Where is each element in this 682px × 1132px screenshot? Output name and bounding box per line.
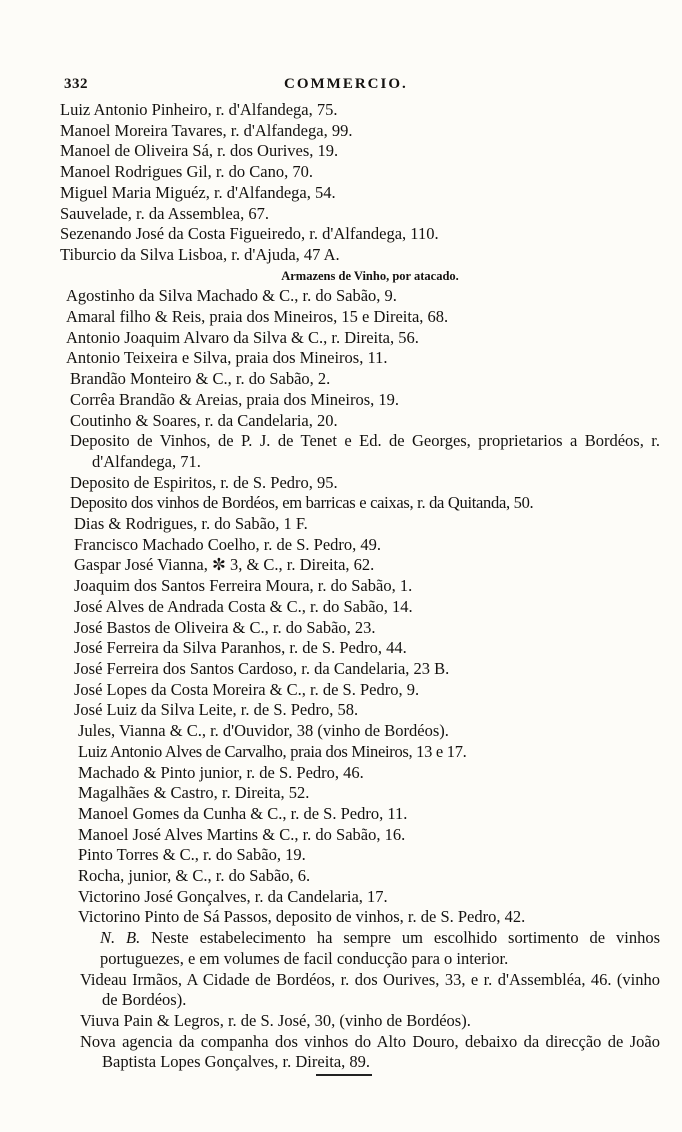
list-item: Videau Irmãos, A Cidade de Bordéos, r. dos Ourives, 33, e r. d'Assembléa, 46. (vinho de Bordéos). [80,969,660,1010]
list-item: Rocha, junior, & C., r. do Sabão, 6. [78,866,311,886]
nota-bene-text: Neste estabelecimento ha sempre um escolhido sortimento de vinhos portuguezes, e em volumes de facil conducção para o interior. [100,928,660,968]
list-item: José Luiz da Silva Leite, r. de S. Pedro, 58. [74,700,359,720]
list-item: Manoel Gomes da Cunha & C., r. de S. Pedro, 11. [78,803,408,823]
list-item: Luiz Antonio Pinheiro, r. d'Alfandega, 75. [60,100,338,119]
list-item: Coutinho & Soares, r. da Candelaria, 20. [70,410,338,430]
list-item: Tiburcio da Silva Lisboa, r. d'Ajuda, 47 A. [60,244,340,264]
closing-rule [316,1074,372,1076]
nota-bene [100,928,660,969]
running-head: COMMERCIO. [284,76,408,92]
list-item: Victorino José Gonçalves, r. da Candelaria, 17. [78,886,388,906]
list-item: Corrêa Brandão & Areias, praia dos Mineiros, 19. [70,389,400,409]
list-item: Amaral filho & Reis, praia dos Mineiros, 15 e Direita, 68. [66,307,449,327]
directory-listing [60,100,660,1073]
list-item: Antonio Teixeira e Silva, praia dos Mineiros, 11. [66,348,388,368]
list-item: Manoel José Alves Martins & C., r. do Sabão, 16. [78,824,406,844]
nota-bene-label: N. B. [100,928,141,948]
list-item: Joaquim dos Santos Ferreira Moura, r. do Sabão, 1. [74,576,413,596]
list-item: Dias & Rodrigues, r. do Sabão, 1 F. [74,514,308,534]
list-item: Agostinho da Silva Machado & C., r. do Sabão, 9. [66,286,397,306]
list-item: Victorino Pinto de Sá Passos, deposito de vinhos, r. de S. Pedro, 42. [78,907,526,927]
list-item: Manoel Moreira Tavares, r. d'Alfandega, 99. [60,120,353,140]
list-item: Pinto Torres & C., r. do Sabão, 19. [78,845,306,865]
list-item: Deposito de Vinhos, de P. J. de Tenet e Ed. de Georges, proprietarios a Bordéos, r. d'Alfandega, 71. [70,431,660,471]
list-item: Jules, Vianna & C., r. d'Ouvidor, 38 (vinho de Bordéos). [78,721,449,741]
list-item: Brandão Monteiro & C., r. do Sabão, 2. [70,369,331,389]
list-item: Machado & Pinto junior, r. de S. Pedro, 46. [78,762,364,782]
list-item: José Ferreira da Silva Paranhos, r. de S. Pedro, 44. [74,638,407,658]
list-item: Luiz Antonio Alves de Carvalho, praia dos Mineiros, 13 e 17. [78,741,467,761]
list-item: Viuva Pain & Legros, r. de S. José, 30, (vinho de Bordéos). [80,1010,471,1030]
list-item: Sezenando José da Costa Figueiredo, r. d'Alfandega, 110. [60,224,439,244]
list-item: Manoel Rodrigues Gil, r. do Cano, 70. [60,162,313,182]
list-item: Francisco Machado Coelho, r. de S. Pedro, 49. [74,534,382,554]
page-number: 332 [64,76,88,92]
list-item: José Alves de Andrada Costa & C., r. do Sabão, 14. [74,596,413,616]
list-item: Gaspar José Vianna, ✼ 3, & C., r. Direita, 62. [74,555,375,575]
section-heading: Armazens de Vinho, por atacado. [281,268,459,283]
list-item: Manoel de Oliveira Sá, r. dos Ourives, 19. [60,141,339,161]
list-item: Nova agencia da companha dos vinhos do Alto Douro, debaixo da direcção de João Baptista Lopes Gonçalves, r. Direita, 89. [80,1031,660,1072]
list-item: Deposito de Espiritos, r. de S. Pedro, 95. [70,472,338,492]
list-item: Magalhães & Castro, r. Direita, 52. [78,783,310,803]
list-item: Antonio Joaquim Alvaro da Silva & C., r. Direita, 56. [66,327,419,347]
page-header [64,76,644,100]
list-item: José Ferreira dos Santos Cardoso, r. da Candelaria, 23 B. [74,658,450,678]
list-item: Sauvelade, r. da Assemblea, 67. [60,203,269,223]
list-item: José Lopes da Costa Moreira & C., r. de S. Pedro, 9. [74,679,420,699]
list-item: José Bastos de Oliveira & C., r. do Sabão, 23. [74,617,376,637]
list-item: Deposito dos vinhos de Bordéos, em barricas e caixas, r. da Quitanda, 50. [70,493,534,513]
list-item: Miguel Maria Miguéz, r. d'Alfandega, 54. [60,182,336,202]
